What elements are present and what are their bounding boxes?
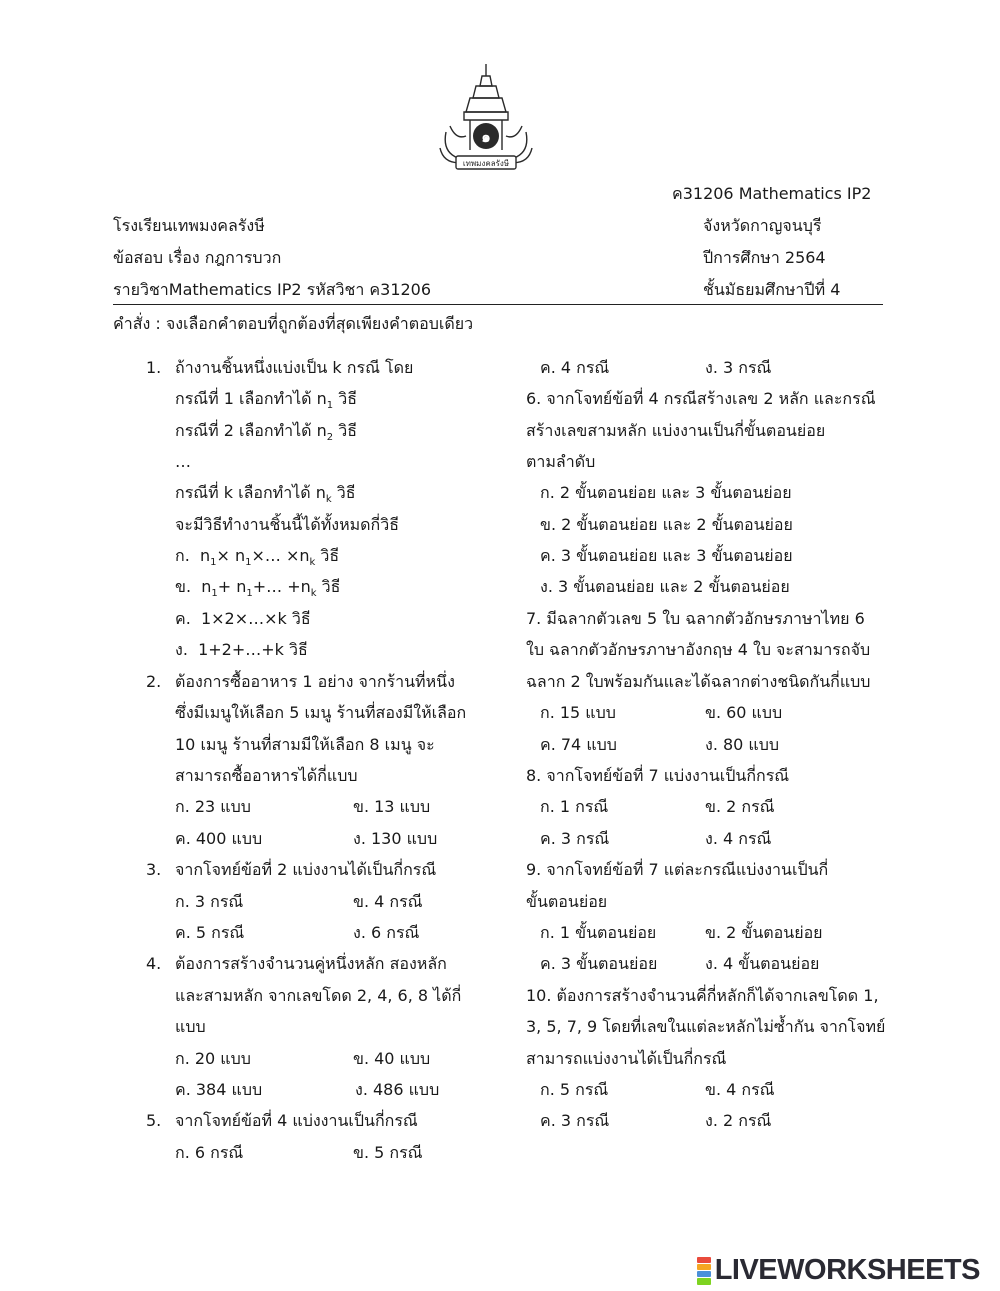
badge-stripe: [697, 1264, 711, 1270]
q9-choice-a[interactable]: ก. 1 ขั้นตอนย่อย: [540, 923, 657, 942]
q9-line2: ขั้นตอนย่อย: [526, 892, 608, 911]
brand-wordmark: LIVEWORKSHEETS: [714, 1254, 980, 1286]
school-emblem-logo: [436, 62, 536, 174]
q2-choice-a[interactable]: ก. 23 แบบ: [175, 797, 251, 816]
q10-line1: 10. ต้องการสร้างจำนวนคี่กี่หลักก็ได้จากเลขโดด 1,: [526, 986, 879, 1005]
q3-choice-c[interactable]: ค. 5 กรณี: [175, 923, 245, 942]
q9-choice-c[interactable]: ค. 3 ขั้นตอนย่อย: [540, 954, 658, 973]
liveworksheets-brand[interactable]: [697, 1254, 980, 1287]
q6-choice-c[interactable]: ค. 3 ขั้นตอนย่อย และ 3 ขั้นตอนย่อย: [540, 546, 793, 565]
q3-line1: จากโจทย์ข้อที่ 2 แบ่งงานได้เป็นกี่กรณี: [175, 860, 437, 879]
q6-line1: 6. จากโจทย์ข้อที่ 4 กรณีสร้างเลข 2 หลัก และกรณี: [526, 389, 876, 408]
q8-choice-c[interactable]: ค. 3 กรณี: [540, 829, 610, 848]
q2-line1: ต้องการซื้ออาหาร 1 อย่าง จากร้านที่หนึ่ง: [175, 672, 455, 691]
q10-line2: 3, 5, 7, 9 โดยที่เลขในแต่ละหลักไม่ซ้ำกัน จากโจทย์: [526, 1017, 886, 1036]
q1-choice-b[interactable]: ข. $n_1+$ $n_1+\dots +n_k$ วิธี: [175, 577, 341, 600]
q1-number: 1.: [146, 358, 162, 377]
badge-stripe: [697, 1257, 711, 1263]
q5-choice-a[interactable]: ก. 6 กรณี: [175, 1143, 244, 1162]
q9-choice-b[interactable]: ข. 2 ขั้นตอนย่อย: [705, 923, 823, 942]
school-name: โรงเรียนเทพมงคลรังษี: [113, 216, 265, 235]
q1-case1: กรณีที่ 1 เลือกทำได้ $n_1$ วิธี: [175, 389, 358, 412]
q7-choice-d[interactable]: ง. 80 แบบ: [705, 735, 780, 754]
badge-stripe: [697, 1278, 711, 1284]
q2-line2: ซึ่งมีเมนูให้เลือก 5 เมนู ร้านที่สองมีให้เลือก: [175, 703, 467, 722]
q8-choice-b[interactable]: ข. 2 กรณี: [705, 797, 775, 816]
instruction: คำสั่ง : จงเลือกคำตอบที่ถูกต้องที่สุดเพียงคำตอบเดียว: [113, 314, 474, 333]
q4-line1: ต้องการสร้างจำนวนคู่หนึ่งหลัก สองหลัก: [175, 954, 447, 973]
grade-level: ชั้นมัธยมศึกษาปีที่ 4: [703, 280, 841, 299]
q4-line2: และสามหลัก จากเลขโดด 2, 4, 6, 8 ได้กี่: [175, 986, 462, 1005]
q1-choice-d[interactable]: ง. 1+2+…+k วิธี: [175, 640, 308, 659]
q4-choice-c[interactable]: ค. 384 แบบ: [175, 1080, 263, 1099]
q10-choice-c[interactable]: ค. 3 กรณี: [540, 1111, 610, 1130]
course-code: ค31206 Mathematics IP2: [672, 184, 872, 203]
q2-line4: สามารถซื้ออาหารได้กี่แบบ: [175, 766, 358, 785]
q4-line3: แบบ: [175, 1017, 206, 1036]
q4-choice-a[interactable]: ก. 20 แบบ: [175, 1049, 251, 1068]
q1-case2: กรณีที่ 2 เลือกทำได้ $n_2$ วิธี: [175, 421, 358, 444]
header-divider: [113, 304, 883, 305]
q2-line3: 10 เมนู ร้านที่สามมีให้เลือก 8 เมนู จะ: [175, 735, 435, 754]
q3-choice-a[interactable]: ก. 3 กรณี: [175, 892, 244, 911]
q7-line1: 7. มีฉลากตัวเลข 5 ใบ ฉลากตัวอักษรภาษาไทย 6: [526, 609, 865, 628]
q8-choice-a[interactable]: ก. 1 กรณี: [540, 797, 609, 816]
emblem-caption: เทพมงคลรังษี: [462, 159, 510, 168]
q2-choice-b[interactable]: ข. 13 แบบ: [353, 797, 431, 816]
q10-choice-b[interactable]: ข. 4 กรณี: [705, 1080, 775, 1099]
q7-line2: ใบ ฉลากตัวอักษรภาษาอังกฤษ 4 ใบ จะสามารถจับ: [526, 640, 871, 659]
q4-choice-d[interactable]: ง. 486 แบบ: [355, 1080, 440, 1099]
q6-choice-a[interactable]: ก. 2 ขั้นตอนย่อย และ 3 ขั้นตอนย่อย: [540, 483, 792, 502]
q10-choice-a[interactable]: ก. 5 กรณี: [540, 1080, 609, 1099]
q7-choice-b[interactable]: ข. 60 แบบ: [705, 703, 783, 722]
subject-info: รายวิชาMathematics IP2 รหัสวิชา ค31206: [113, 280, 432, 299]
badge-stripe: [697, 1271, 711, 1277]
q2-choice-d[interactable]: ง. 130 แบบ: [353, 829, 438, 848]
q4-choice-b[interactable]: ข. 40 แบบ: [353, 1049, 431, 1068]
q1-choice-c[interactable]: ค. 1×2×…×k วิธี: [175, 609, 311, 628]
q6-line2: สร้างเลขสามหลัก แบ่งงานเป็นกี่ขั้นตอนย่อย: [526, 421, 826, 440]
q9-line1: 9. จากโจทย์ข้อที่ 7 แต่ละกรณีแบ่งงานเป็นกี่: [526, 860, 829, 879]
province: จังหวัดกาญจนบุรี: [703, 216, 822, 235]
q5-choice-b[interactable]: ข. 5 กรณี: [353, 1143, 423, 1162]
q10-choice-d[interactable]: ง. 2 กรณี: [705, 1111, 772, 1130]
q5-line1: จากโจทย์ข้อที่ 4 แบ่งงานเป็นกี่กรณี: [175, 1111, 418, 1130]
q7-line3: ฉลาก 2 ใบพร้อมกันและได้ฉลากต่างชนิดกันกี่แบบ: [526, 672, 871, 691]
q3-number: 3.: [146, 860, 162, 879]
q1-ellipsis: …: [175, 452, 191, 471]
q4-number: 4.: [146, 954, 162, 973]
q5-choice-c[interactable]: ค. 4 กรณี: [540, 358, 610, 377]
q3-choice-b[interactable]: ข. 4 กรณี: [353, 892, 423, 911]
q3-choice-d[interactable]: ง. 6 กรณี: [353, 923, 420, 942]
q9-choice-d[interactable]: ง. 4 ขั้นตอนย่อย: [705, 954, 820, 973]
q1-question: จะมีวิธีทำงานชิ้นนี้ได้ทั้งหมดกี่วิธี: [175, 515, 399, 534]
brand-badge-icon: [697, 1257, 711, 1285]
q6-line3: ตามลำดับ: [526, 452, 596, 471]
q8-line1: 8. จากโจทย์ข้อที่ 7 แบ่งงานเป็นกี่กรณี: [526, 766, 790, 785]
q1-casek: กรณีที่ k เลือกทำได้ $n_k$ วิธี: [175, 483, 356, 506]
q2-choice-c[interactable]: ค. 400 แบบ: [175, 829, 263, 848]
q7-choice-a[interactable]: ก. 15 แบบ: [540, 703, 616, 722]
q1-choice-a[interactable]: ก. $n_1\times$ $n_1\times\dots \times n_k$ วิธี: [175, 546, 340, 569]
exam-title: ข้อสอบ เรื่อง กฎการบวก: [113, 248, 282, 267]
academic-year: ปีการศึกษา 2564: [703, 248, 826, 267]
q6-choice-b[interactable]: ข. 2 ขั้นตอนย่อย และ 2 ขั้นตอนย่อย: [540, 515, 793, 534]
q2-number: 2.: [146, 672, 162, 691]
q1-stem: ถ้างานชิ้นหนึ่งแบ่งเป็น k กรณี โดย: [175, 358, 414, 377]
svg-text:๑: ๑: [481, 128, 491, 146]
q8-choice-d[interactable]: ง. 4 กรณี: [705, 829, 772, 848]
q7-choice-c[interactable]: ค. 74 แบบ: [540, 735, 617, 754]
q5-choice-d[interactable]: ง. 3 กรณี: [705, 358, 772, 377]
q10-line3: สามารถแบ่งงานได้เป็นกี่กรณี: [526, 1049, 727, 1068]
q6-choice-d[interactable]: ง. 3 ขั้นตอนย่อย และ 2 ขั้นตอนย่อย: [540, 577, 790, 596]
q5-number: 5.: [146, 1111, 162, 1130]
